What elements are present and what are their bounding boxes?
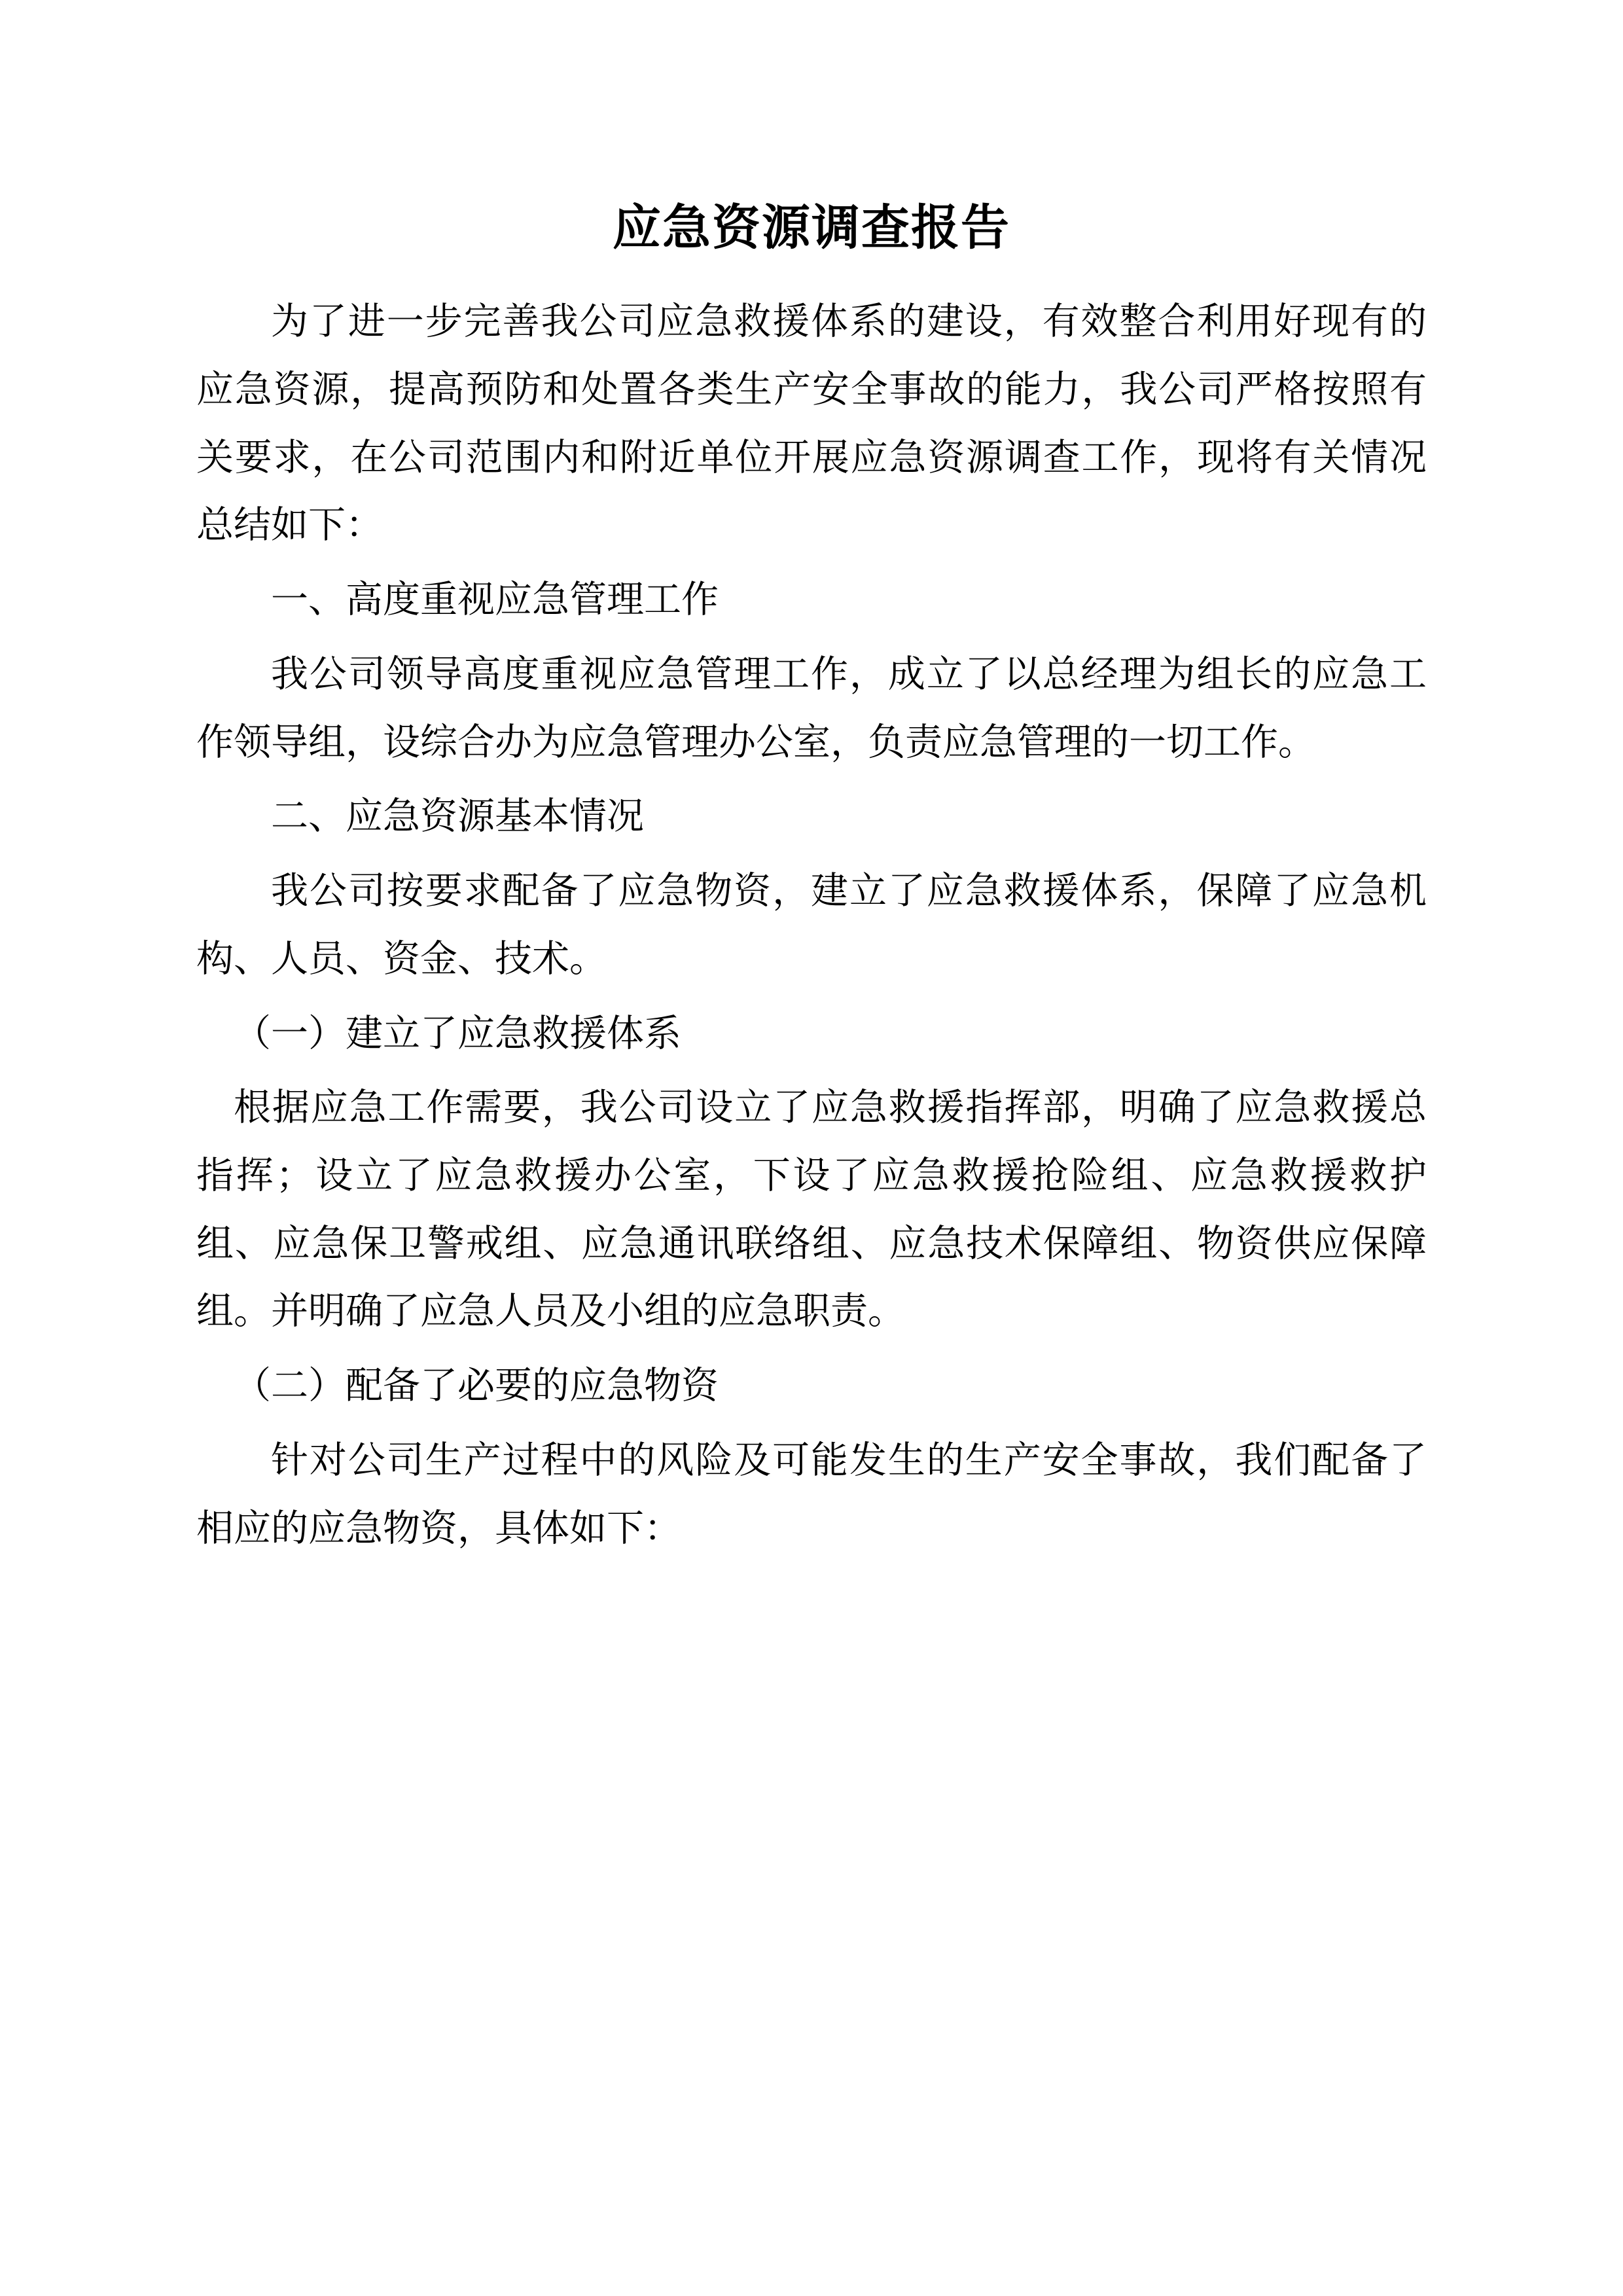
paragraph-body-2: 我公司按要求配备了应急物资，建立了应急救援体系，保障了应急机构、人员、资金、技术。 bbox=[196, 869, 1427, 980]
subsection-heading-2-2: （二）配备了必要的应急物资 bbox=[234, 1364, 719, 1408]
page-title: 应急资源调查报告 bbox=[613, 200, 1010, 256]
subsection-heading-2-1: （一）建立了应急救援体系 bbox=[234, 1011, 681, 1055]
paragraph-body-2-2: 针对公司生产过程中的风险及可能发生的生产安全事故，我们配备了相应的应急物资，具体如下： bbox=[196, 1438, 1427, 1550]
paragraph-intro: 为了进一步完善我公司应急救援体系的建设，有效整合利用好现有的应急资源，提高预防和处置各类生产安全事故的能力，我公司严格按照有关要求，在公司范围内和附近单位开展应急资源调查工作，现将有关情况总结如下： bbox=[196, 300, 1427, 547]
paragraph-body-1: 我公司领导高度重视应急管理工作，成立了以总经理为组长的应急工作领导组，设综合办为应急管理办公室，负责应急管理的一切工作。 bbox=[196, 652, 1427, 764]
paragraph-body-2-1: 根据应急工作需要，我公司设立了应急救援指挥部，明确了应急救援总指挥；设立了应急救援办公室，下设了应急救援抢险组、应急救援救护组、应急保卫警戒组、应急通讯联络组、应急技术保障组、物资供应保障组。并明确了应急人员及小组的应急职责。 bbox=[196, 1086, 1427, 1333]
section-heading-2: 二、应急资源基本情况 bbox=[271, 795, 644, 838]
section-heading-1: 一、高度重视应急管理工作 bbox=[271, 578, 719, 622]
